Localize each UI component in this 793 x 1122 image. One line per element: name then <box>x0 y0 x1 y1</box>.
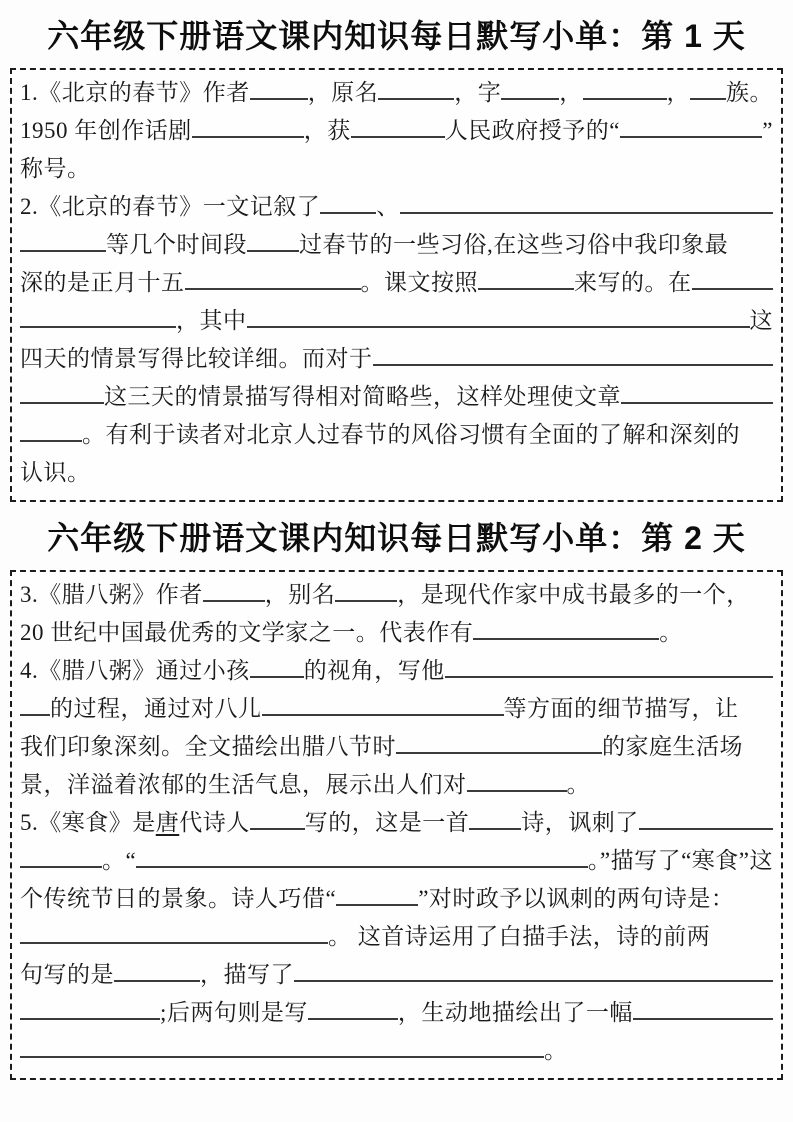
day-1-title: 六年级下册语文课内知识每日默写小单：第 1 天 <box>47 18 746 54</box>
text-line <box>20 74 773 112</box>
fill-in-blank <box>20 1056 544 1058</box>
fill-in-blank <box>20 326 176 328</box>
text-line <box>20 112 773 150</box>
fill-in-blank <box>20 1018 160 1020</box>
day-1-section <box>0 0 793 502</box>
text-segment: 代诗人 <box>179 810 250 835</box>
text-segment: 过春节的一些习俗,在这些习俗中我印象最 <box>299 232 729 257</box>
text-line <box>20 728 773 766</box>
fill-in-blank <box>335 600 397 602</box>
text-segment: 5.《寒食》是 <box>20 810 156 835</box>
text-line <box>20 956 773 994</box>
text-line <box>20 842 773 880</box>
text-segment: 等几个时间段 <box>106 232 247 257</box>
fill-in-blank <box>250 828 305 830</box>
text-segment: ，原名 <box>307 80 379 105</box>
text-segment: 。“ <box>102 848 137 873</box>
text-segment: 诗，讽刺了 <box>521 810 639 835</box>
fill-in-blank <box>20 866 102 868</box>
text-line <box>20 652 773 690</box>
fill-in-blank <box>185 288 361 290</box>
fill-in-blank <box>621 402 773 404</box>
text-segment: ，别名 <box>264 582 336 607</box>
text-line <box>20 576 773 614</box>
text-line <box>20 994 773 1032</box>
text-segment: ，获 <box>303 118 351 143</box>
text-segment: 、 <box>376 194 400 219</box>
day-2-title: 六年级下册语文课内知识每日默写小单：第 2 天 <box>47 520 746 556</box>
text-segment: 四天的情景写得比较详细。而对于 <box>20 346 373 371</box>
text-line <box>20 880 773 918</box>
day-1-question-box <box>10 68 783 502</box>
fill-in-blank <box>20 250 106 252</box>
text-segment: ” <box>762 118 773 143</box>
fill-in-blank <box>633 1018 773 1020</box>
text-line <box>20 340 773 378</box>
fill-in-blank <box>400 212 773 214</box>
fill-in-blank <box>20 402 104 404</box>
text-segment: 认识。 <box>20 460 91 485</box>
text-line <box>20 302 773 340</box>
text-line <box>20 690 773 728</box>
fill-in-blank <box>478 288 574 290</box>
text-segment: ，其中 <box>176 308 247 333</box>
text-segment: 写的，这是一首 <box>304 810 470 835</box>
text-segment: 个传统节日的景象。诗人巧借“ <box>20 886 337 911</box>
fill-in-blank <box>203 600 265 602</box>
fill-in-blank <box>250 676 304 678</box>
text-line <box>20 226 773 264</box>
text-line <box>20 918 773 956</box>
fill-in-blank <box>20 942 328 944</box>
text-segment: ， <box>666 80 690 105</box>
fill-in-blank <box>247 250 299 252</box>
fill-in-blank <box>620 136 762 138</box>
text-segment: 。 这首诗运用了白描手法，诗的前两 <box>328 924 711 949</box>
text-segment: ，描写了 <box>200 962 294 987</box>
text-segment: 。 <box>659 620 683 645</box>
text-segment: ，字 <box>454 80 502 105</box>
fill-in-blank <box>473 638 659 640</box>
text-segment: 4.《腊八粥》通过小孩 <box>20 658 250 683</box>
fill-in-blank <box>396 752 602 754</box>
text-segment: 族。 <box>726 80 773 105</box>
text-segment: 这三天的情景描写得相对简略些，这样处理使文章 <box>104 384 621 409</box>
text-line <box>20 614 773 652</box>
fill-in-blank <box>262 714 504 716</box>
text-line <box>20 766 773 804</box>
day-2-question-box <box>10 570 783 1080</box>
text-line <box>20 804 773 842</box>
text-segment: ;后两句则是写 <box>160 1000 308 1025</box>
text-segment: 景，洋溢着浓郁的生活气息，展示出人们对 <box>20 772 467 797</box>
text-line <box>20 188 773 226</box>
text-segment: 。课文按照 <box>360 270 478 295</box>
text-segment: 句写的是 <box>20 962 114 987</box>
fill-in-blank <box>690 98 726 100</box>
text-line <box>20 454 773 492</box>
text-segment: 深的是正月十五 <box>20 270 185 295</box>
text-segment: 的过程，通过对八儿 <box>50 696 262 721</box>
fill-in-blank <box>136 866 588 868</box>
fill-in-blank <box>583 98 667 100</box>
fill-in-blank <box>373 364 774 366</box>
text-segment: ， <box>559 80 583 105</box>
text-segment: 我们印象深刻。全文描绘出腊八节时 <box>20 734 396 759</box>
fill-in-blank <box>294 980 773 982</box>
text-segment: 。”描写了“寒食”这 <box>587 848 773 873</box>
fill-in-blank <box>20 440 82 442</box>
text-segment: 。有利于读者对北京人过春节的风俗习惯有全面的了解和深刻的 <box>82 422 740 447</box>
text-line <box>20 1032 773 1070</box>
day-2-section <box>0 502 793 1080</box>
fill-in-blank <box>351 136 445 138</box>
fill-in-blank <box>501 98 559 100</box>
fill-in-blank <box>445 676 773 678</box>
fill-in-blank <box>336 904 418 906</box>
text-segment: 的视角，写他 <box>303 658 445 683</box>
underlined-text: 唐 <box>155 810 180 835</box>
fill-in-blank <box>308 1018 398 1020</box>
text-segment: 2.《北京的春节》一文记叙了 <box>20 194 321 219</box>
text-segment: 称号。 <box>20 156 91 181</box>
text-segment: 。 <box>566 772 590 797</box>
text-segment: 人民政府授予的“ <box>444 118 620 143</box>
text-segment: 来写的。在 <box>574 270 692 295</box>
fill-in-blank <box>20 714 50 716</box>
text-segment: ”对时政予以讽刺的两句诗是： <box>418 886 735 911</box>
text-line <box>20 378 773 416</box>
text-segment: ，生动地描绘出了一幅 <box>397 1000 633 1025</box>
text-line <box>20 264 773 302</box>
text-segment: 1950 年创作话剧 <box>20 118 192 143</box>
text-segment: 20 世纪中国最优秀的文学家之一。代表作有 <box>20 620 474 645</box>
fill-in-blank <box>467 790 567 792</box>
text-line <box>20 150 773 188</box>
fill-in-blank <box>692 288 774 290</box>
text-segment: 1.《北京的春节》作者 <box>20 80 250 105</box>
fill-in-blank <box>469 828 521 830</box>
text-segment: 。 <box>544 1038 568 1063</box>
text-segment: 3.《腊八粥》作者 <box>20 582 203 607</box>
text-segment: 等方面的细节描写，让 <box>503 696 739 721</box>
fill-in-blank <box>320 212 376 214</box>
text-line <box>20 416 773 454</box>
text-segment: ，是现代作家中成书最多的一个， <box>397 582 750 607</box>
fill-in-blank <box>114 980 200 982</box>
fill-in-blank <box>378 98 454 100</box>
fill-in-blank <box>250 98 308 100</box>
fill-in-blank <box>639 828 773 830</box>
fill-in-blank <box>247 326 750 328</box>
text-segment: 这 <box>749 308 773 333</box>
text-segment: 的家庭生活场 <box>602 734 743 759</box>
fill-in-blank <box>192 136 304 138</box>
